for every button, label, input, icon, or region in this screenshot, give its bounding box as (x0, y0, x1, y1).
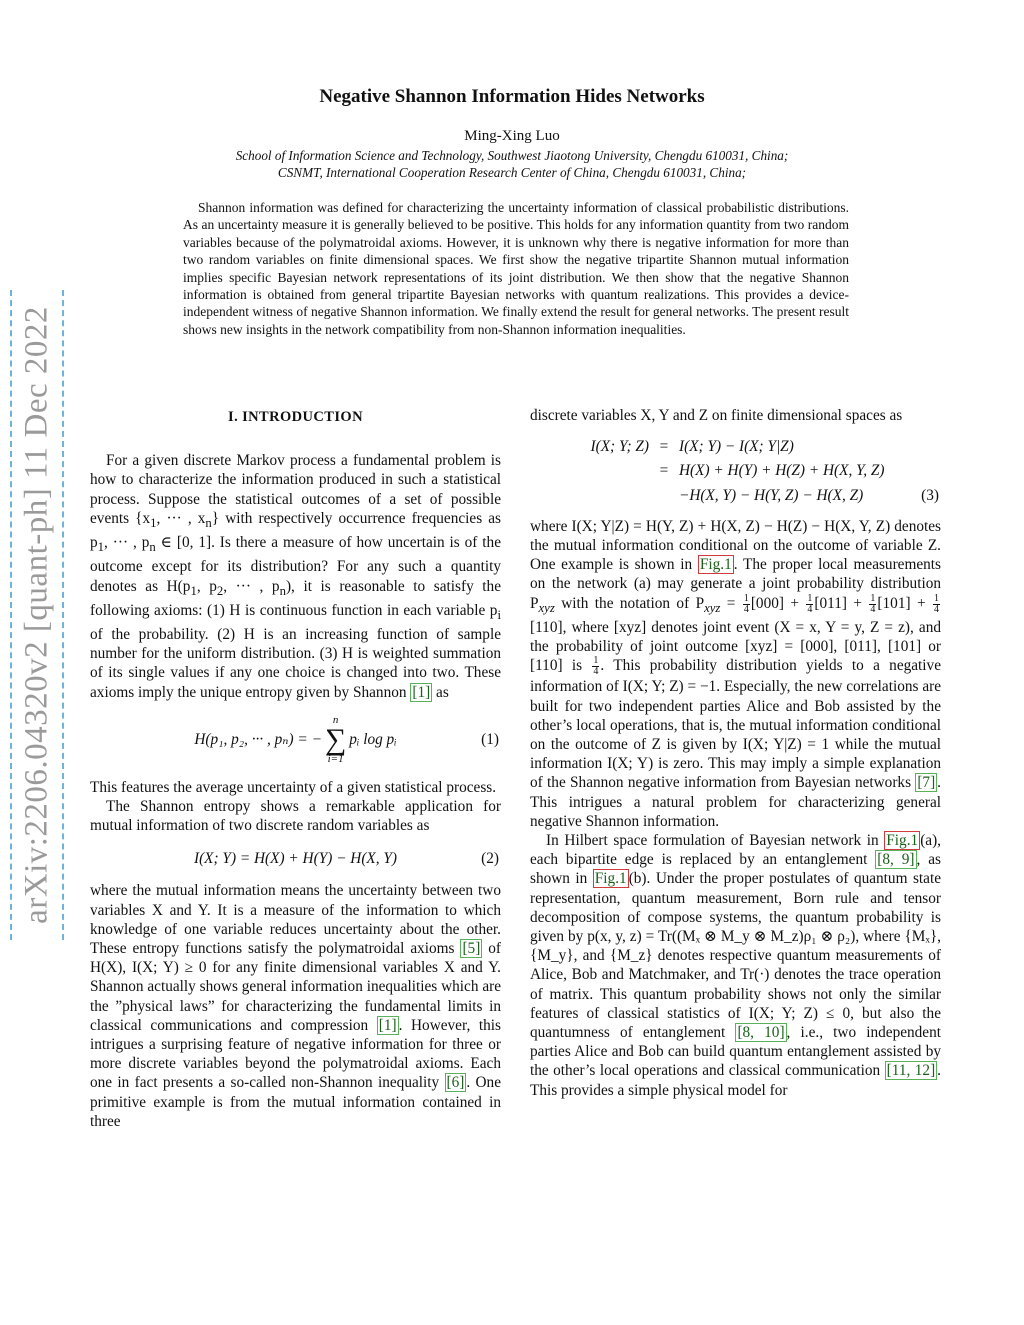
equation-number: (1) (481, 731, 499, 749)
fraction: $\frac{1}{4}$ (807, 592, 813, 615)
right-paragraph-2: where I(X; Y|Z) = H(Y, Z) + H(X, Z) − H(Z) − H(X, Y, Z) denotes the mutual information conditional on the outcome of variable Z. One example is shown in Fig.1 . The proper local measurements on the network (a) may generate a joint probability distribution $P_{xyz}$ with the notation of $P_{xyz}$ = $\frac{1}{4}$ [000] + $\frac{1}{4}$ [011] + $\frac{1}{4}$ [101] + $\frac{1}{4}$ [110], where [xyz] denotes joint event (X = x, Y = y, Z = z), and the probability of joint outcome [xyz] = [000], [011], [101] or [110] is $\frac{1}{4}$ . This probability distribution yields to a negative information of I(X; Y; Z) = −1. Especially, the new correlations are built for two independent parties Alice and Bob assisted by the other’s local operations, that is, the mutual information conditional on the outcome of Z is given by I(X; Y|Z) = 1 while the mutual information I(X; Y) is zero. This may imply a simple explanation of the Shannon negative information from Bayesian networks [7] . This intrigues a natural problem for characterizing general negative Shannon information. (530, 517, 942, 830)
citation-link[interactable]: [8, 10] (737, 1023, 785, 1041)
fraction: $\frac{1}{4}$ (593, 655, 599, 678)
equation-number: (2) (481, 849, 499, 867)
equation-1: H(p₁, p₂, ··· , pₙ) = − n ∑ i=1 pᵢ log pᵢ (1) (194, 713, 499, 765)
citation-link[interactable]: [6] (446, 1074, 465, 1092)
figure-link[interactable]: Fig.1 (699, 556, 732, 574)
citation-link[interactable]: [1] (378, 1016, 397, 1034)
intro-paragraph-1: For a given discrete Markov process a fundamental problem is how to characterize the information produced in such a statistical process. Suppose the statistical outcomes of a set of possible events {$x_1$, ··· , $x_n$} with respectively occurrence frequencies as $p_1$, ··· , $p_n$ ∈ [0, 1]. Is there a measure of how uncertain is of the outcome except for its distribution? For any such a quantity denotes as $H(p_1$, $p_2$, ··· , $p_n$), it is reasonable to satisfy the following axioms: (1) H is continuous function in each variable $p_i$ of the probability. (2) H is an increasing function of sample number for the uniform distribution. (3) H is weighted summation of its single values if any one choice is changed into two. These axioms imply the unique entropy given by Shannon [1] as (90, 452, 501, 701)
affiliation-2: CSNMT, International Cooperation Research Center of China, Chengdu 610031, China; (277, 165, 747, 180)
right-paragraph-1: discrete variables X, Y and Z on finite dimensional spaces as (530, 407, 903, 424)
fraction: $\frac{1}{4}$ (934, 592, 939, 615)
citation-link[interactable]: [7] (917, 774, 936, 792)
citation-link[interactable]: [1] (412, 683, 431, 701)
arxiv-identifier[interactable]: arXiv:2206.04320v2 [quant-ph] 11 Dec 2022 (18, 306, 55, 924)
right-column (530, 406, 941, 1100)
right-paragraph-3: In Hilbert space formulation of Bayesian network in Fig.1 (a), each bipartite edge is replaced by an entanglement [8, 9] , as shown in Fig.1 (b). Under the proper postulates of quantum state representation, quantum measurement, Born rule and tensor decomposition of compose systems, the quantum probability is given by p(x, y, z) = Tr((Mₓ ⊗ M_y ⊗ M_z)ρ₁ ⊗ ρ₂), where {Mₓ}, {M_y}, and {M_z} denotes respective quantum measurements of Alice, Bob and Matchmaker, and Tr(·) denotes the trace operation of matrix. This quantum probability shows not only the similar features of classical statistics of I(X; Y; Z) ≤ 0, but also the quantumness of entanglement [8, 10] , i.e., two independent parties Alice and Bob can build quantum entanglement assisted by the other’s local operations and classical communication [11, 12] . This provides a simple physical model for (530, 831, 941, 1099)
summation-symbol: n ∑ i=1 (324, 713, 347, 765)
figure-link[interactable]: Fig.1 (886, 831, 919, 849)
equation-2: I(X; Y) = H(X) + H(Y) − H(X, Y) (2) (193, 849, 499, 867)
intro-paragraph-4: where the mutual information means the uncertainty between two variables X and Y. It is a measure of the information to which knowledge of one variable reduces uncertainty about the other. These entropy functions satisfy the polymatroidal axioms [5] of H(X), I(X; Y) ≥ 0 for any finite dimensional variables X and Y. Shannon actually shows general information inequalities which are the ”physical laws” for characterizing the fundamental limits in classical communications and compression [1] . However, this intrigues a surprising feature of negative information for three or more discrete variables beyond the polymatroidal axioms. Each one in fact presents a so-called non-Shannon inequality [6] . One primitive example is from the mutual information contained in three (90, 882, 501, 1130)
citation-link[interactable]: [11, 12] (886, 1062, 936, 1080)
fraction: $\frac{1}{4}$ (870, 592, 876, 615)
author-name: Ming-Xing Luo (464, 128, 560, 144)
equation-3: I(X; Y; Z) = I(X; Y) − I(X; Y|Z) = H(X) + H(Y) + H(Z) + H(X, Y, Z) −H(X, Y) − H(Y, Z) − H(X, Z) (3) (590, 438, 939, 504)
intro-paragraph-3: The Shannon entropy shows a remarkable application for mutual information of two discrete random variables as (90, 798, 501, 835)
citation-link[interactable]: [5] (462, 940, 481, 958)
figure-link[interactable]: Fig.1 (594, 870, 627, 888)
abstract: Shannon information was defined for characterizing the uncertainty information of classical probabilistic distributions. As an uncertainty measure it is generally believed to be positive. This holds for any information quantity from two random variables because of the polymatroidal axioms. However, it is unknown why there is negative information for more than two random variables on finite dimensional spaces. We first show the negative tripartite Shannon mutual information implies specific Bayesian network representations of its joint distribution. We then show that the negative Shannon information is obtained from general tripartite Bayesian networks with quantum realizations. This provides a device-independent witness of negative Shannon information. We finally extend the result for general networks. The present result shows new insights in the network compatibility from non-Shannon information inequalities. (183, 200, 849, 337)
fraction: $\frac{1}{4}$ (743, 592, 749, 615)
arxiv-side-stamp (10, 290, 64, 940)
intro-paragraph-2: This features the average uncertainty of a given statistical process. (90, 778, 497, 796)
equation-number: (3) (921, 486, 939, 504)
affiliation-1: School of Information Science and Technology, Southwest Jiaotong University, Chengdu 610031, China; (235, 148, 789, 163)
paper-title: Negative Shannon Information Hides Networks (319, 86, 705, 107)
citation-link[interactable]: [8, 9] (877, 851, 915, 869)
left-column (90, 406, 501, 1131)
section-heading: I. INTRODUCTION (228, 409, 363, 425)
